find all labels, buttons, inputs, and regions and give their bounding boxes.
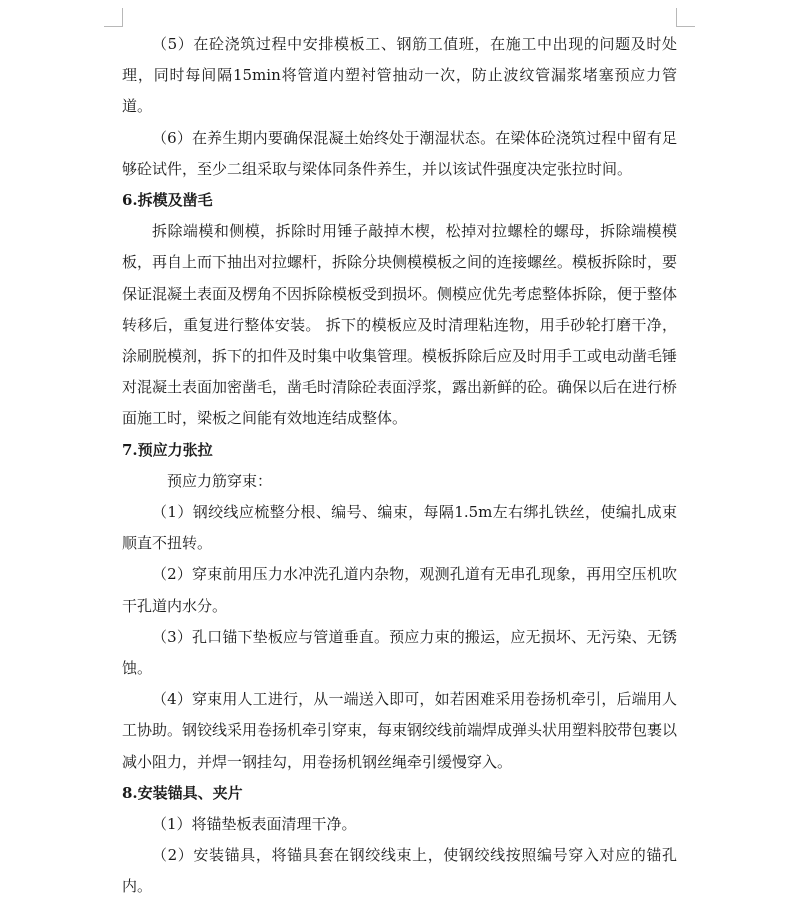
paragraph-threading-1: （1）钢绞线应梳整分根、编号、编束，每隔1.5m左右绑扎铁丝，使编扎成束顺直不扭转。 bbox=[122, 503, 677, 553]
paragraph-threading-2: （2）穿束前用压力水冲洗孔道内杂物，观测孔道有无串孔现象，再用空压机吹干孔道内水分。 bbox=[122, 565, 677, 615]
paragraph-anchor-2: （2）安装锚具，将锚具套在钢绞线束上，使钢绞线按照编号穿入对应的锚孔内。 bbox=[122, 846, 677, 896]
document-body bbox=[122, 29, 677, 903]
paragraph-item-5: （5）在砼浇筑过程中安排模板工、钢筋工值班，在施工中出现的问题及时处理，同时每间隔15min将管道内塑衬管抽动一次，防止波纹管漏浆堵塞预应力管道。 bbox=[122, 35, 677, 116]
paragraph-item-6: （6）在养生期内要确保混凝土始终处于潮湿状态。在梁体砼浇筑过程中留有足够砼试件，至少二组采取与梁体同条件养生，并以该试件强度决定张拉时间。 bbox=[122, 128, 677, 178]
margin-corner-mark-left bbox=[104, 8, 123, 27]
section-heading-8: 8.安装锚具、夹片 bbox=[122, 783, 243, 802]
paragraph-formwork-removal: 拆除端模和侧模，拆除时用锤子敲掉木楔，松掉对拉螺栓的螺母，拆除端模模板，再自上而下抽出对拉螺杆，拆除分块侧模模板之间的连接螺丝。模板拆除时，要保证混凝土表面及楞角不因拆除模板受到损坏。侧模应优先考虑整体拆除，便于整体转移后，重复进行整体安装。 拆下的模板应及时清理粘连物，用手砂轮打磨干净，涂刷脱模剂，拆下的扣件及时集中收集管理。模板拆除后应及时用手工或电动凿毛锤对混凝土表面加密凿毛，凿毛时清除砼表面浮浆，露出新鲜的砼。确保以后在进行桥面施工时，梁板之间能有效地连结成整体。 bbox=[122, 222, 678, 428]
section-heading-6: 6.拆模及凿毛 bbox=[122, 191, 213, 210]
section-heading-7: 7.预应力张拉 bbox=[122, 440, 213, 459]
paragraph-subheading-threading: 预应力筋穿束： bbox=[167, 471, 273, 490]
paragraph-anchor-1: （1）将锚垫板表面清理干净。 bbox=[152, 815, 357, 834]
paragraph-threading-4: （4）穿束用人工进行，从一端送入即可，如若困难采用卷扬机牵引，后端用人工协助。钢铰线采用卷扬机牵引穿束，每束钢绞线前端焊成弹头状用塑料胶带包裹以减小阻力，并焊一钢挂勾，用卷扬机钢丝绳牵引缓慢穿入。 bbox=[122, 690, 678, 771]
paragraph-threading-3: （3）孔口锚下垫板应与管道垂直。预应力束的搬运，应无损坏、无污染、无锈蚀。 bbox=[122, 627, 677, 678]
margin-corner-mark-right bbox=[676, 8, 695, 27]
